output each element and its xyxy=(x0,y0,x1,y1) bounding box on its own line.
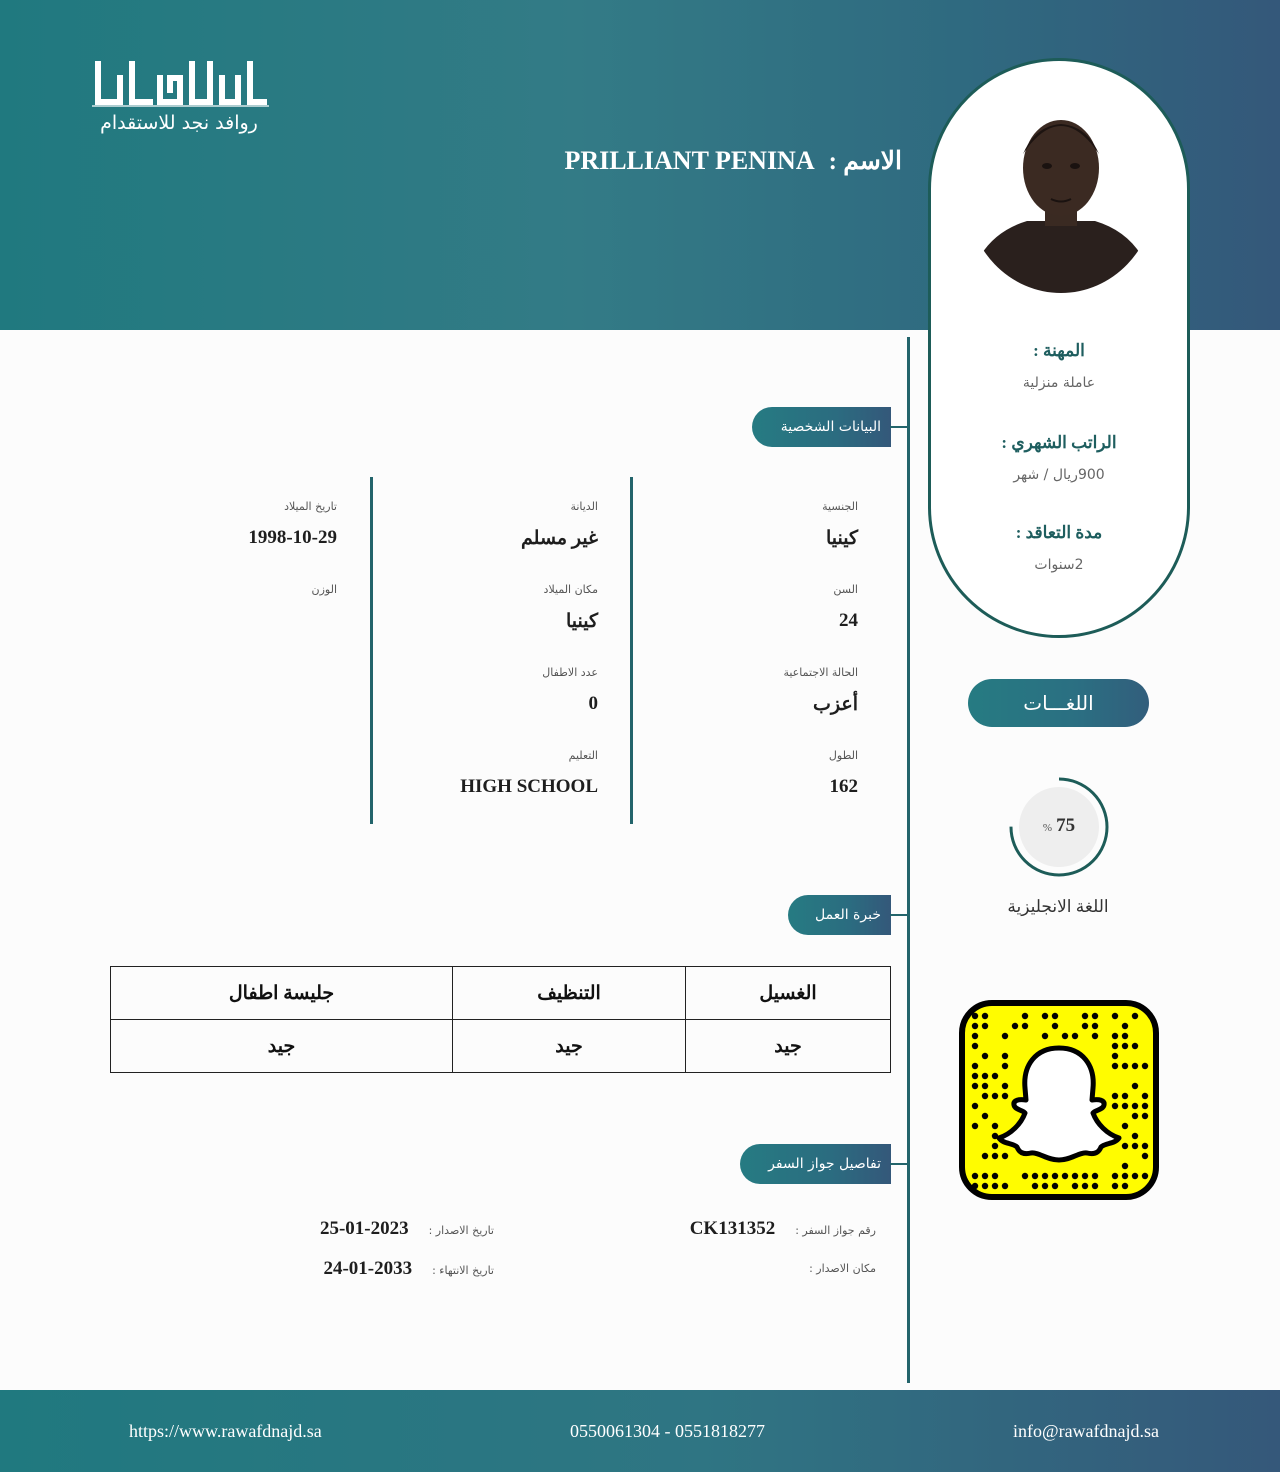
section-passport: تفاصيل جواز السفر xyxy=(740,1144,891,1184)
column-divider xyxy=(630,477,633,824)
table-header-cell: الغسيل xyxy=(686,967,891,1020)
religion-label: الديانة xyxy=(570,500,598,513)
children-label: عدد الاطفال xyxy=(542,666,598,679)
table-header-cell: جليسة اطفال xyxy=(111,967,453,1020)
profession-value: عاملة منزلية xyxy=(1022,375,1096,391)
table-cell: جيد xyxy=(453,1020,686,1073)
issue-date-value: 2023-01-25 xyxy=(319,1218,409,1239)
worker-photo xyxy=(967,96,1155,293)
contract-block xyxy=(931,523,1187,573)
nationality-value: كينيا xyxy=(825,528,858,549)
worker-name xyxy=(564,146,902,176)
nationality-label: الجنسية xyxy=(822,500,858,513)
footer-bar xyxy=(0,1390,1280,1472)
marital-value: أعزب xyxy=(813,694,858,715)
column-divider xyxy=(370,477,373,824)
passport-number-value: CK131352 xyxy=(689,1218,776,1239)
birthplace-label: مكان الميلاد xyxy=(543,583,598,596)
passport-issue-place xyxy=(789,1256,876,1278)
field-children xyxy=(542,666,598,715)
footer-email-link[interactable]: info@rawafdnajd.sa xyxy=(1013,1421,1160,1441)
age-label: السن xyxy=(833,583,858,596)
age-value: 24 xyxy=(839,610,858,631)
section-tick xyxy=(890,426,908,428)
field-age xyxy=(833,583,858,632)
birthplace-value: كينيا xyxy=(565,611,598,632)
language-percent xyxy=(1009,815,1109,837)
contract-value: 2سنوات xyxy=(1034,557,1084,573)
section-tick xyxy=(890,1163,908,1165)
timeline-line xyxy=(907,337,910,1383)
issue-place-label: مكان الاصدار : xyxy=(809,1262,876,1275)
contract-label: مدة التعاقد : xyxy=(1015,523,1103,542)
salary-value: 900ريال / شهر xyxy=(1013,467,1105,483)
salary-block xyxy=(931,433,1187,483)
name-label: الاسم : xyxy=(828,148,902,175)
table-row xyxy=(111,1020,891,1073)
marital-label: الحالة الاجتماعية xyxy=(783,666,858,679)
religion-value: غير مسلم xyxy=(521,528,598,549)
field-birthdate xyxy=(248,500,337,549)
passport-number xyxy=(690,1218,876,1240)
section-tick xyxy=(890,914,908,916)
table-header-cell: التنظيف xyxy=(453,967,686,1020)
field-marital-status xyxy=(783,666,858,716)
passport-number-label: رقم جواز السفر : xyxy=(795,1224,876,1237)
table-cell: جيد xyxy=(686,1020,891,1073)
snapchat-qr-icon[interactable] xyxy=(959,1000,1159,1200)
table-cell: جيد xyxy=(111,1020,453,1073)
field-weight xyxy=(312,583,337,610)
salary-label: الراتب الشهري : xyxy=(1001,433,1117,452)
company-tagline: روافد نجد للاستقدام xyxy=(100,112,258,134)
height-value: 162 xyxy=(829,776,858,797)
expiry-date-value: 2033-01-24 xyxy=(323,1258,413,1279)
percent-value: 75 xyxy=(1056,815,1076,836)
passport-expiry-date xyxy=(323,1258,494,1280)
field-birthplace xyxy=(544,583,598,633)
birthdate-label: تاريخ الميلاد xyxy=(284,500,337,513)
field-nationality xyxy=(822,500,858,550)
section-experience: خبرة العمل xyxy=(788,895,891,935)
table-header-row xyxy=(111,967,891,1020)
footer-website-link[interactable]: https://www.rawafdnajd.sa xyxy=(129,1421,322,1441)
education-label: التعليم xyxy=(568,749,598,762)
profession-block xyxy=(931,341,1187,391)
experience-table xyxy=(110,966,891,1073)
field-height xyxy=(829,749,858,798)
name-value: PRILLIANT PENINA xyxy=(564,146,815,175)
height-label: الطول xyxy=(828,749,858,762)
profile-card xyxy=(928,58,1190,638)
language-name: اللغة الانجليزية xyxy=(1007,897,1109,916)
percent-sign: % xyxy=(1042,822,1053,834)
footer-phones: 0550061304 - 0551818277 xyxy=(570,1421,765,1441)
field-education xyxy=(460,749,598,798)
education-value: HIGH SCHOOL xyxy=(460,776,598,797)
passport-issue-date xyxy=(320,1218,494,1240)
field-religion xyxy=(521,500,598,550)
languages-title: اللغـــات xyxy=(968,679,1149,727)
children-value: 0 xyxy=(588,693,598,714)
birthdate-value: 1998-10-29 xyxy=(248,527,337,548)
weight-label: الوزن xyxy=(311,583,337,596)
section-personal: البيانات الشخصية xyxy=(752,407,891,447)
expiry-date-label: تاريخ الانتهاء : xyxy=(432,1264,494,1277)
issue-date-label: تاريخ الاصدار : xyxy=(428,1224,494,1237)
profession-label: المهنة : xyxy=(1033,341,1085,360)
